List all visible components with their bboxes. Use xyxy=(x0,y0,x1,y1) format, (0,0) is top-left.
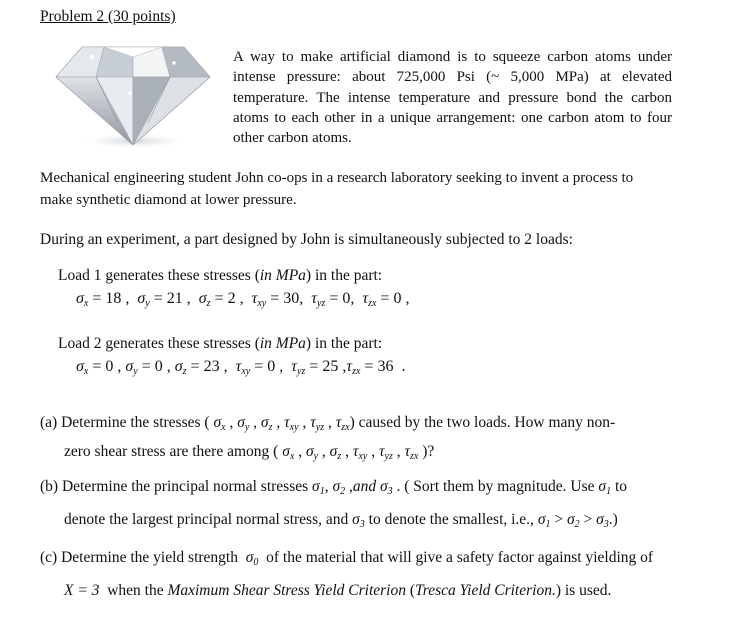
question-c-line2: X = 3 when the Maximum Shear Stress Yield Criterion (Tresca Yield Criterion.) is used. xyxy=(64,582,612,599)
intro-line: A way to make artificial diamond is to squeeze carbon atoms under xyxy=(233,49,672,65)
load1-label: Load 1 generates these stresses (in MPa) in the part: xyxy=(58,267,383,284)
experiment-line: During an experiment, a part designed by John is simultaneously subjected to 2 loads: xyxy=(40,231,573,248)
student-line: make synthetic diamond at lower pressure. xyxy=(40,191,297,208)
load2-label: Load 2 generates these stresses (in MPa) in the part: xyxy=(58,335,383,352)
load1-equation: $\sigma_x = 18$ , $\sigma_y = 21$ , $\sigma_z = 2$ , $\tau_{xy} = 30$, $\tau_{yz} = 0$, $\tau_{zx} = 0$ , xyxy=(76,290,410,309)
question-b-line2: denote the largest principal normal stress, and $\sigma_3$ to denote the smallest, i.e., $\sigma_1 > \sigma_2 > \sigma_3$.) xyxy=(64,511,618,530)
question-b xyxy=(40,473,700,539)
student-line: Mechanical engineering student John co-ops in a research laboratory seeking to invent a process to xyxy=(40,170,634,186)
intro-line: atoms to each other in a unique arrangement: one carbon atom to four xyxy=(233,109,672,126)
question-b-line1: (b) Determine the principal normal stresses $\sigma_1$, $\sigma_2$ ,and $\sigma_3$ . ( Sort them by magnitude. Use $\sigma_1$ to xyxy=(40,478,627,497)
question-c xyxy=(40,544,700,605)
question-a-line1: (a) Determine the stresses ( $\sigma_x$ , $\sigma_y$ , $\sigma_z$ , $\tau_{xy}$ , $\tau_{yz}$ , $\tau_{zx}$) caused by the two loads. How many non- xyxy=(40,414,616,433)
intro-line: intense pressure: about 725,000 Psi (~ 5,000 MPa) at elevated xyxy=(233,69,672,86)
question-a xyxy=(40,409,700,471)
intro-paragraph xyxy=(233,47,672,148)
question-a-line2: zero shear stress are there among ( $\sigma_x$ , $\sigma_y$ , $\sigma_z$ , $\tau_{xy}$ , $\tau_{yz}$ , $\tau_{zx}$ )? xyxy=(64,443,435,462)
problem-title: Problem 2 (30 points) xyxy=(40,8,176,25)
intro-line: other carbon atoms. xyxy=(233,130,352,147)
load2-equation: $\sigma_x = 0$ , $\sigma_y = 0$ , $\sigma_z = 23$ , $\tau_{xy} = 0$ , $\tau_{yz} = 25$ $,\tau_{zx} = 36$ . xyxy=(76,358,406,377)
diamond-image xyxy=(52,33,214,151)
student-paragraph xyxy=(40,168,680,211)
intro-line: temperature. The intense temperature and pressure bond the carbon xyxy=(233,89,672,106)
question-c-line1: (c) Determine the yield strength $\sigma_0$ of the material that will give a safety factor against yielding of xyxy=(40,549,654,568)
